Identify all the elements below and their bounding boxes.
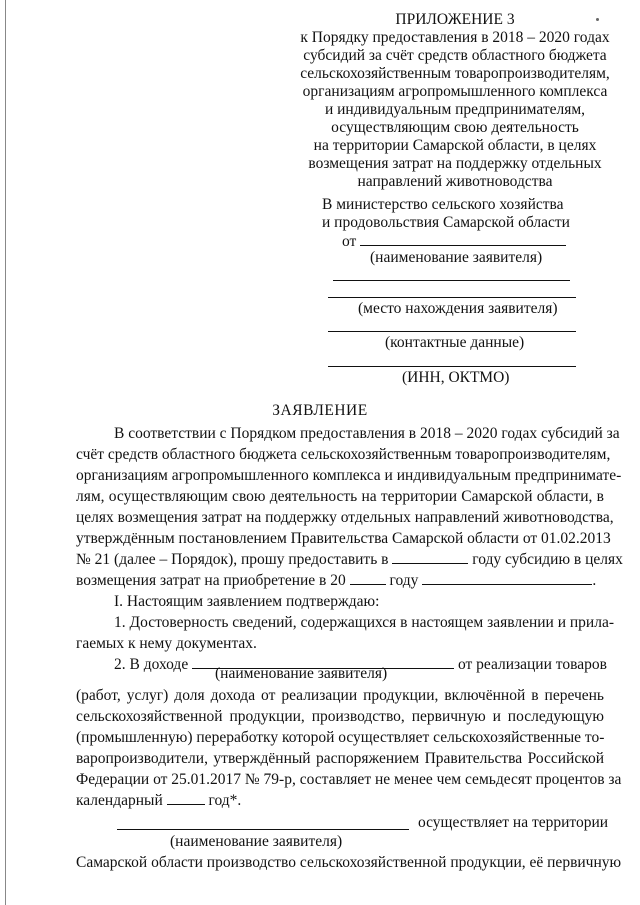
caption-applicant-name-3: (наименование заявителя) [170,833,343,850]
item-1-line: гаемых к нему документах. [76,635,257,652]
caption-applicant-name: (наименование заявителя) [370,249,543,266]
text-line: целях возмещения затрат на поддержку отдельных направлений животноводства, [76,509,614,526]
recipient-line: В министерство сельского хозяйства [322,196,564,213]
text-line: Самарской области производство сельскохозяйственной продукции, её первичную [76,854,622,871]
item-2-body [76,685,622,811]
text-line: организациям агропромышленного комплекса и индивидуальным предпринимате- [76,467,622,484]
appendix-line: направлений животноводства [357,173,553,190]
appendix-header [300,11,610,191]
text-line-with-field: возмещения затрат на приобретение в 20 году . [76,572,597,589]
item-1-line: 1. Достоверность сведений, содержащихся в настоящем заявлении и прила- [114,614,614,631]
applicant-name-field[interactable] [360,232,566,246]
appendix-line: субсидий за счёт средств областного бюджета [303,47,607,64]
territory-text: осуществляет на территории [418,814,609,831]
appendix-line: возмещения затрат на поддержку отдельных [308,155,602,172]
appendix-line: на территории Самарской области, в целях [313,137,597,154]
from-label: от [342,233,357,250]
text-line: лям, осуществляющим свою деятельность на территории Самарской области, в [76,488,604,505]
year-suffix-field[interactable] [350,570,386,585]
scan-edge-line [5,0,6,905]
text-line: В соответствии с Порядком предоставления в 2018 – 2020 годах субсидий за [114,425,620,442]
text-line: счёт средств областного бюджета сельскохозяйственным товаропроизводителям, [76,446,611,463]
year-field[interactable] [392,549,468,564]
applicant-name-field-territory[interactable] [117,829,409,830]
document-heading: ЗАЯВЛЕНИЕ [272,402,368,419]
appendix-line: сельскохозяйственным товаропроизводителям, [300,65,610,82]
appendix-line: организациям агропромышленного комплекса [302,83,608,100]
purpose-field[interactable] [422,570,592,585]
appendix-line: осуществляющим свою деятельность [331,119,579,136]
text-line: утверждённым постановлением Правительства Самарской области от 01.02.2013 [76,530,611,547]
appendix-line: и индивидуальным предпринимателям, [324,101,586,118]
appendix-line: к Порядку предоставления в 2018 – 2020 годах [300,29,610,46]
inn-field[interactable] [328,366,576,367]
text-line-with-field: № 21 (далее – Порядок), прошу предоставить в году субсидию в целях [76,551,623,568]
text-line-with-field: календарный год*. [76,792,242,809]
calendar-year-field[interactable] [167,790,205,805]
caption-applicant-name-2: (наименование заявителя) [215,665,388,682]
paragraph-1 [76,423,623,591]
item-2-line: 2. В доходе от реализации товаров [114,656,607,673]
confirm-heading: I. Настоящим заявлением подтверждаю: [114,593,380,610]
recipient-block [322,196,587,251]
text-line: (работ, услуг) доля дохода от реализации продукции, включённой в перечень [76,687,604,704]
recipient-line: и продовольствия Самарской области [322,214,570,231]
appendix-title: ПРИЛОЖЕНИЕ 3 [395,11,515,28]
caption-contacts: (контактные данные) [385,334,525,351]
location-field[interactable] [328,297,576,298]
item-3-body [76,852,622,873]
caption-location: (место нахождения заявителя) [358,300,558,317]
text-line: Федерации от 25.01.2017 № 79-р, составляет не менее чем семьдесят процентов за [76,771,622,788]
applicant-name-field-2[interactable] [333,280,570,281]
text-line: варопроизводители, утверждённый распоряжением Правительства Российской [76,750,604,767]
caption-inn: (ИНН, ОКТМО) [402,369,510,386]
text-line: сельскохозяйственной продукции, производство, первичную и последующую [76,708,604,725]
contacts-field[interactable] [328,331,576,332]
confirm-block [76,591,614,675]
text-line: (промышленную) переработку которой осуществляет сельскохозяйственные то- [76,729,605,746]
